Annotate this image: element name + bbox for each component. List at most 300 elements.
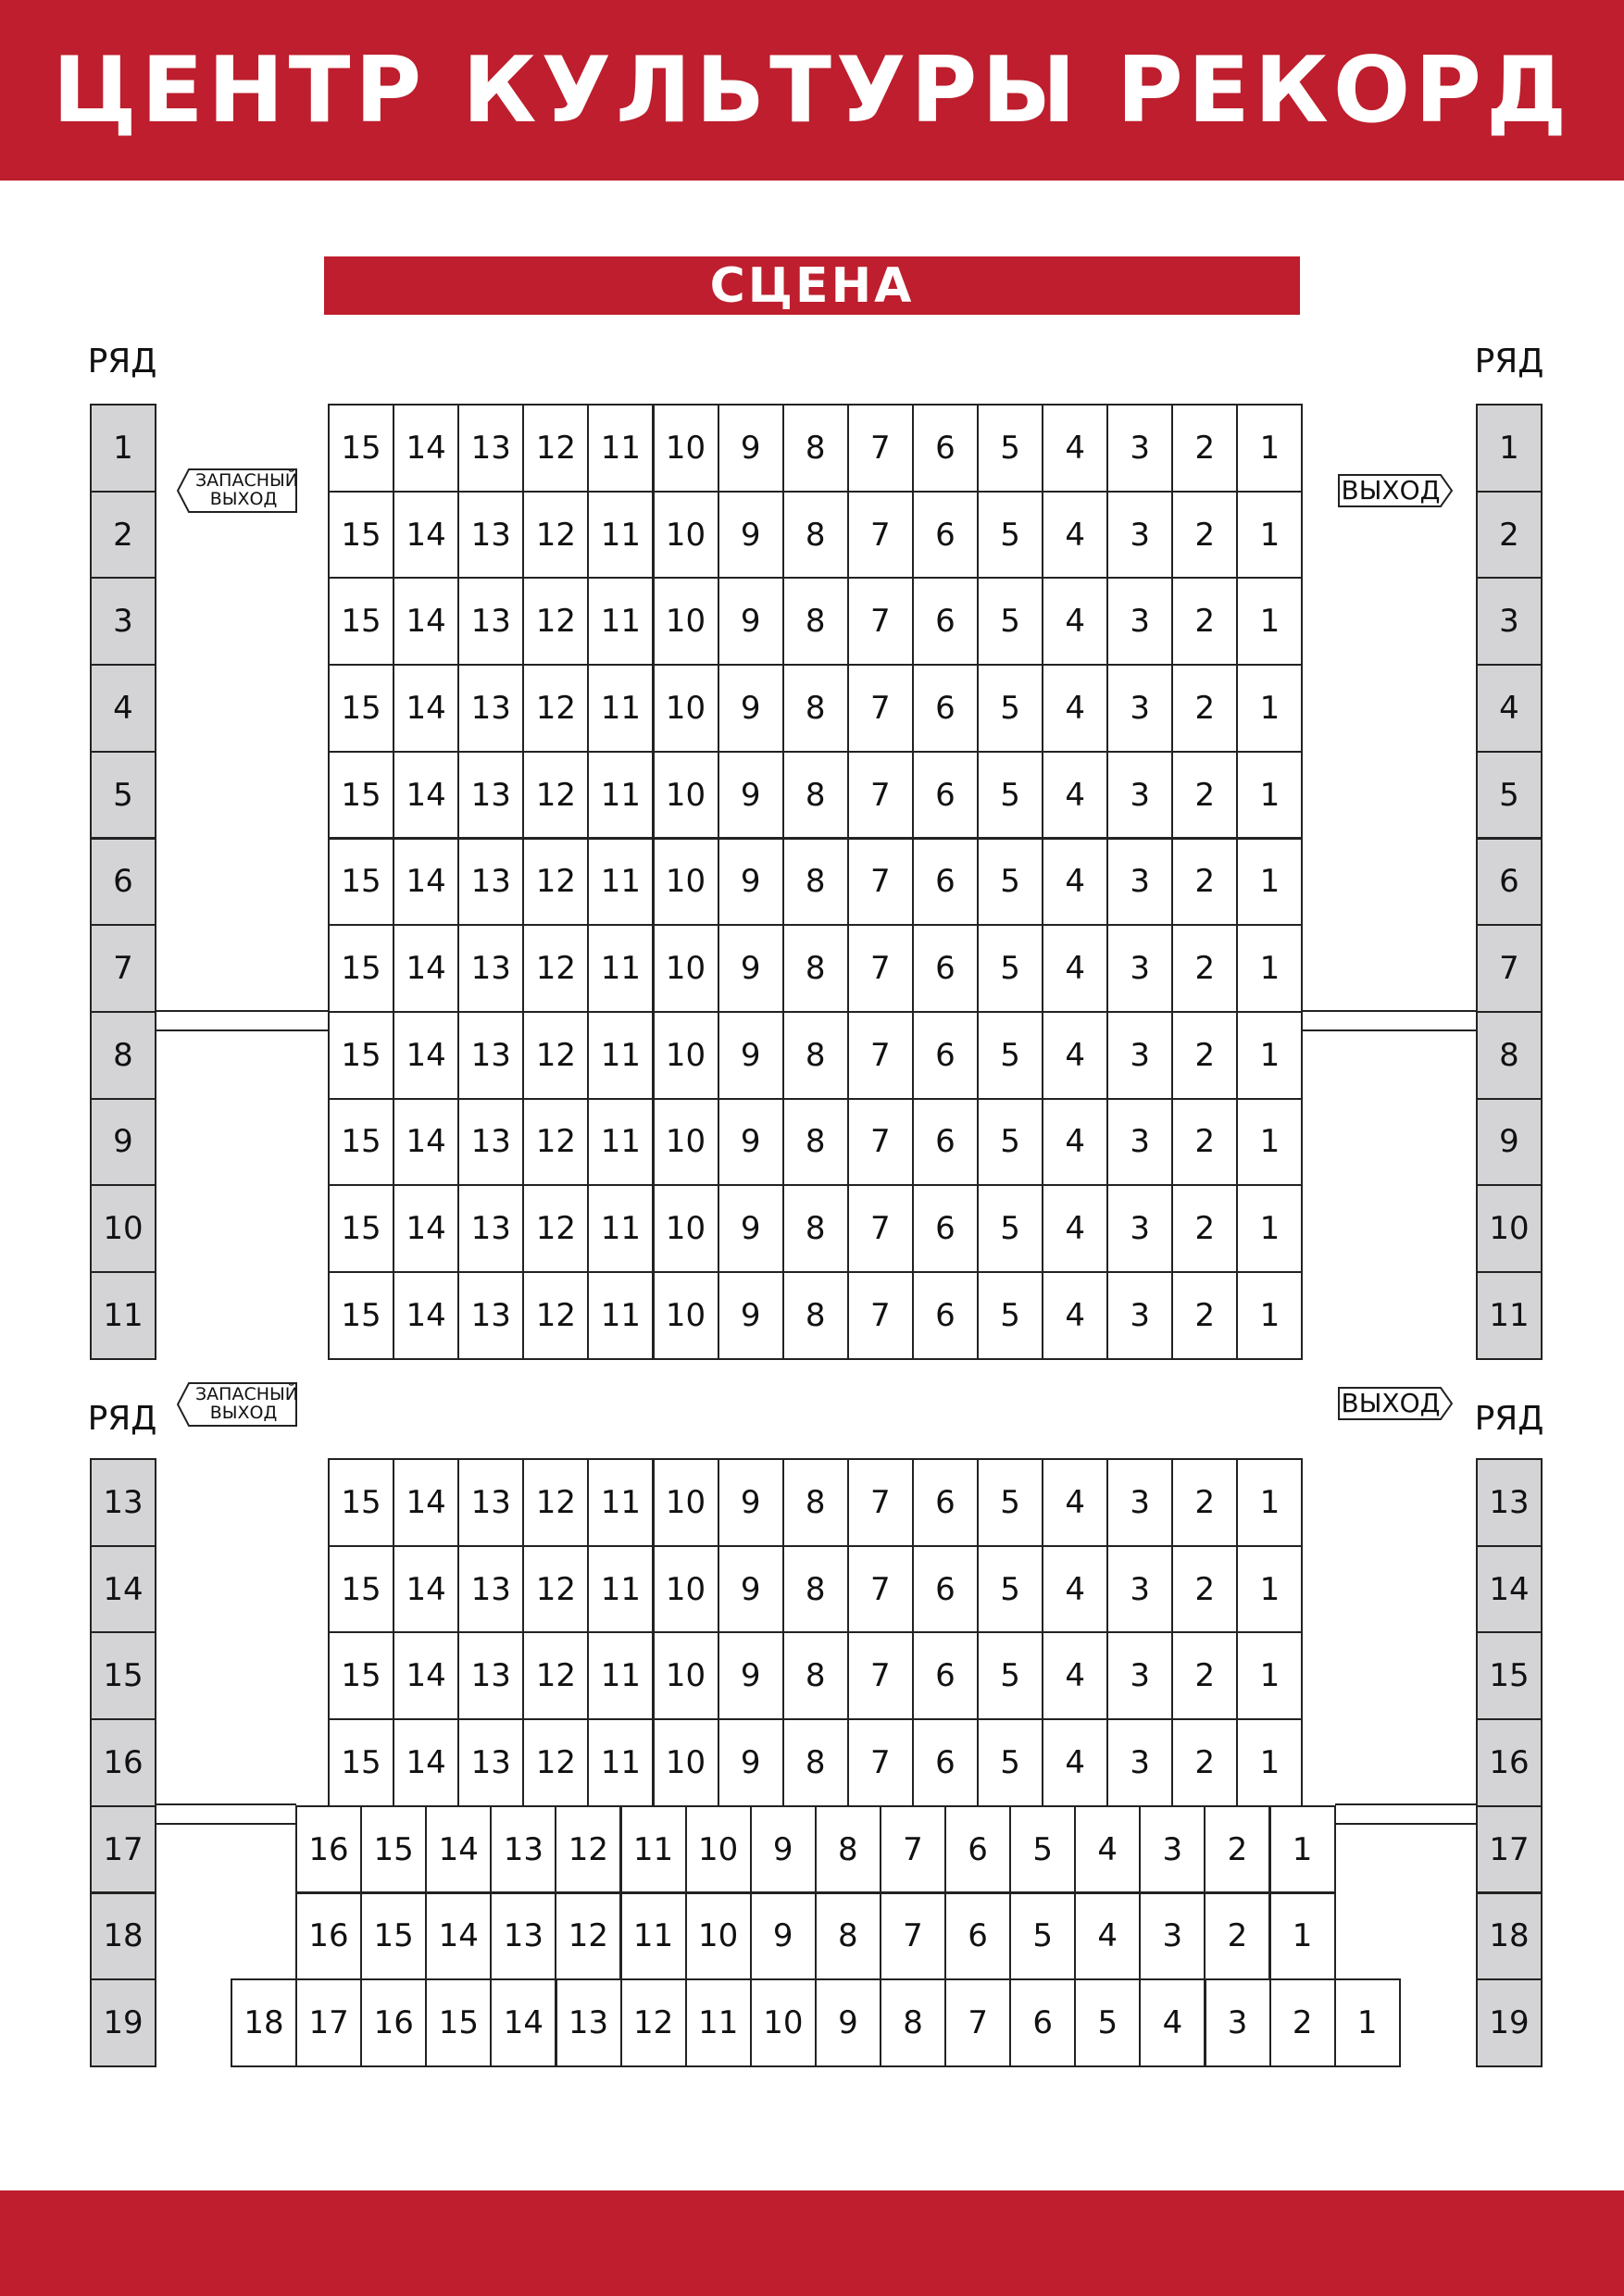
row-number-left: 13 [90, 1458, 156, 1547]
seat: 9 [718, 1718, 784, 1807]
seat: 11 [620, 1892, 687, 1981]
row-number-right: 18 [1476, 1892, 1543, 1981]
row-number-right: 16 [1476, 1718, 1543, 1807]
seat: 6 [912, 1011, 979, 1100]
seat: 6 [912, 838, 979, 927]
seat: 15 [328, 838, 394, 927]
seat: 2 [1204, 1892, 1270, 1981]
seat: 10 [685, 1892, 752, 1981]
seat: 14 [490, 1978, 556, 2067]
seat: 15 [328, 1631, 394, 1720]
seat: 1 [1236, 1545, 1303, 1634]
seat: 9 [718, 1011, 784, 1100]
row-header-left-bottom: РЯД [87, 1400, 157, 1438]
seat: 15 [328, 1011, 394, 1100]
seat: 12 [522, 924, 589, 1013]
row-number-right: 3 [1476, 577, 1543, 666]
seat: 7 [847, 924, 914, 1013]
row-number-left: 14 [90, 1545, 156, 1634]
aisle-right-bottom [1335, 1803, 1477, 1825]
row-number-left: 2 [90, 491, 156, 580]
seat: 6 [1009, 1978, 1076, 2067]
seat: 11 [587, 1271, 654, 1360]
seat: 11 [587, 1184, 654, 1273]
row-number-right: 11 [1476, 1271, 1543, 1360]
row-number-left: 8 [90, 1011, 156, 1100]
seat: 8 [782, 404, 849, 493]
seat: 10 [653, 491, 719, 580]
seat: 3 [1106, 404, 1173, 493]
seat: 15 [328, 664, 394, 753]
seat: 13 [457, 1011, 524, 1100]
seat: 6 [912, 1098, 979, 1187]
seat: 10 [653, 1184, 719, 1273]
seat: 8 [782, 1011, 849, 1100]
seat: 15 [328, 751, 394, 840]
seat: 1 [1236, 838, 1303, 927]
seat: 9 [718, 664, 784, 753]
seat: 15 [360, 1805, 427, 1894]
row-number-right: 2 [1476, 491, 1543, 580]
seat: 1 [1334, 1978, 1401, 2067]
seat: 4 [1139, 1978, 1206, 2067]
seat: 2 [1171, 404, 1238, 493]
row-number-right: 1 [1476, 404, 1543, 493]
seat: 12 [522, 491, 589, 580]
seat: 7 [944, 1978, 1011, 2067]
seat: 3 [1106, 924, 1173, 1013]
row-number-right: 7 [1476, 924, 1543, 1013]
seat: 1 [1236, 664, 1303, 753]
seat: 12 [522, 1184, 589, 1273]
seat: 9 [718, 404, 784, 493]
seat: 7 [880, 1892, 946, 1981]
seat: 9 [718, 1458, 784, 1547]
seat: 15 [328, 1184, 394, 1273]
seat: 15 [328, 1718, 394, 1807]
seat: 7 [847, 751, 914, 840]
seat: 10 [653, 1545, 719, 1634]
seat: 4 [1042, 838, 1108, 927]
row-number-right: 10 [1476, 1184, 1543, 1273]
seat: 3 [1106, 1098, 1173, 1187]
seat: 8 [815, 1892, 881, 1981]
seat: 6 [912, 1458, 979, 1547]
seat: 9 [718, 491, 784, 580]
seat: 12 [522, 751, 589, 840]
seat: 3 [1106, 664, 1173, 753]
seat: 4 [1074, 1892, 1141, 1981]
seat: 4 [1042, 1271, 1108, 1360]
seat: 7 [847, 1545, 914, 1634]
seat: 12 [522, 838, 589, 927]
seat: 3 [1106, 838, 1173, 927]
seat: 7 [847, 664, 914, 753]
seat: 6 [912, 1718, 979, 1807]
seat: 12 [555, 1805, 621, 1894]
seat: 8 [782, 1271, 849, 1360]
seat: 5 [977, 1718, 1043, 1807]
seat: 6 [912, 924, 979, 1013]
footer-bar [0, 2190, 1624, 2296]
row-number-right: 17 [1476, 1805, 1543, 1894]
seat: 5 [977, 1011, 1043, 1100]
row-number-right: 6 [1476, 838, 1543, 927]
seat: 10 [653, 1011, 719, 1100]
seat: 3 [1106, 1458, 1173, 1547]
seat: 5 [977, 1271, 1043, 1360]
seat: 6 [912, 1631, 979, 1720]
seat: 14 [393, 924, 459, 1013]
seat: 11 [587, 664, 654, 753]
seat: 1 [1236, 1271, 1303, 1360]
seat: 6 [912, 1271, 979, 1360]
seat: 6 [944, 1892, 1011, 1981]
aisle-left-bottom [156, 1803, 296, 1825]
seat: 1 [1236, 404, 1303, 493]
seat: 13 [457, 1631, 524, 1720]
seat: 10 [653, 1631, 719, 1720]
seat: 11 [587, 924, 654, 1013]
seat: 2 [1171, 1718, 1238, 1807]
seat: 5 [977, 1545, 1043, 1634]
seat: 1 [1236, 1718, 1303, 1807]
seat: 10 [653, 577, 719, 666]
seat: 14 [393, 491, 459, 580]
seat: 1 [1236, 1458, 1303, 1547]
seat: 1 [1236, 491, 1303, 580]
seat: 4 [1042, 1098, 1108, 1187]
row-number-left: 1 [90, 404, 156, 493]
seat: 12 [522, 664, 589, 753]
seat: 14 [393, 1011, 459, 1100]
seat: 3 [1106, 491, 1173, 580]
exit-sign-bottom [1337, 1386, 1454, 1421]
seat: 11 [587, 1098, 654, 1187]
seat: 2 [1171, 1011, 1238, 1100]
seat: 10 [653, 1718, 719, 1807]
seat: 4 [1042, 404, 1108, 493]
exit-label: ВЫХОД [1341, 1388, 1441, 1419]
seat: 6 [912, 664, 979, 753]
seat: 8 [782, 838, 849, 927]
seat: 14 [393, 838, 459, 927]
row-number-left: 9 [90, 1098, 156, 1187]
seat: 12 [522, 577, 589, 666]
seat: 2 [1269, 1978, 1336, 2067]
seat: 7 [847, 577, 914, 666]
row-number-left: 5 [90, 751, 156, 840]
seat: 9 [718, 1098, 784, 1187]
seat: 8 [880, 1978, 946, 2067]
seat: 4 [1042, 1011, 1108, 1100]
row-number-left: 18 [90, 1892, 156, 1981]
seat: 5 [1009, 1805, 1076, 1894]
seat: 13 [457, 924, 524, 1013]
seat: 2 [1171, 664, 1238, 753]
seat: 11 [587, 838, 654, 927]
seat: 15 [328, 924, 394, 1013]
seat: 6 [912, 491, 979, 580]
seat: 13 [490, 1805, 556, 1894]
seat: 3 [1106, 1011, 1173, 1100]
seat: 9 [750, 1805, 817, 1894]
seat: 5 [977, 1458, 1043, 1547]
row-header-right-bottom: РЯД [1474, 1400, 1544, 1438]
seat: 8 [782, 924, 849, 1013]
seat: 5 [1074, 1978, 1141, 2067]
seat: 4 [1042, 664, 1108, 753]
seat: 13 [457, 664, 524, 753]
seat: 6 [912, 577, 979, 666]
seat: 11 [587, 1458, 654, 1547]
seat: 13 [556, 1978, 622, 2067]
seat: 9 [718, 1271, 784, 1360]
row-number-left: 10 [90, 1184, 156, 1273]
seat: 15 [328, 1098, 394, 1187]
seat: 5 [977, 838, 1043, 927]
seat: 5 [977, 404, 1043, 493]
seat: 12 [522, 1631, 589, 1720]
seat: 10 [653, 404, 719, 493]
seat: 13 [457, 1545, 524, 1634]
seat: 4 [1042, 751, 1108, 840]
seat: 1 [1236, 1098, 1303, 1187]
seat: 16 [295, 1892, 362, 1981]
row-number-left: 16 [90, 1718, 156, 1807]
row-number-left: 17 [90, 1805, 156, 1894]
stage-label: СЦЕНА [324, 256, 1300, 315]
seat: 6 [912, 1184, 979, 1273]
seat: 5 [1009, 1892, 1076, 1981]
seat: 5 [977, 1098, 1043, 1187]
seat: 2 [1204, 1805, 1270, 1894]
seat: 3 [1106, 751, 1173, 840]
seat: 3 [1106, 1184, 1173, 1273]
seat: 7 [847, 1184, 914, 1273]
seat: 8 [782, 751, 849, 840]
row-number-right: 8 [1476, 1011, 1543, 1100]
seat: 11 [587, 1011, 654, 1100]
seat: 17 [295, 1978, 362, 2067]
seat: 14 [393, 1718, 459, 1807]
seat: 10 [653, 1098, 719, 1187]
seat: 1 [1236, 1011, 1303, 1100]
seat: 13 [457, 1718, 524, 1807]
seat: 8 [782, 1458, 849, 1547]
row-number-right: 5 [1476, 751, 1543, 840]
seat: 2 [1171, 1545, 1238, 1634]
seat: 12 [522, 1718, 589, 1807]
row-number-left: 4 [90, 664, 156, 753]
seat: 15 [328, 491, 394, 580]
seat: 8 [782, 491, 849, 580]
seat: 1 [1236, 1184, 1303, 1273]
seat: 6 [912, 404, 979, 493]
seat: 18 [231, 1978, 297, 2067]
seat: 15 [328, 1271, 394, 1360]
seat: 13 [457, 577, 524, 666]
seat: 8 [782, 1098, 849, 1187]
seat: 2 [1171, 1458, 1238, 1547]
seat: 13 [457, 1458, 524, 1547]
seat: 13 [457, 1184, 524, 1273]
seat: 11 [587, 404, 654, 493]
seat: 1 [1269, 1892, 1336, 1981]
seat: 9 [718, 1545, 784, 1634]
seat: 15 [360, 1892, 427, 1981]
page-title: ЦЕНТР КУЛЬТУРЫ РЕКОРД [0, 0, 1624, 181]
emergency-exit-sign-bottom [176, 1381, 298, 1428]
seat: 4 [1042, 1545, 1108, 1634]
seat: 9 [718, 838, 784, 927]
row-number-right: 19 [1476, 1978, 1543, 2067]
seat: 3 [1106, 1631, 1173, 1720]
seat: 10 [653, 838, 719, 927]
seat: 14 [393, 664, 459, 753]
seat: 5 [977, 751, 1043, 840]
seat: 8 [782, 577, 849, 666]
seat: 8 [782, 1184, 849, 1273]
seat: 3 [1106, 577, 1173, 666]
seat: 1 [1269, 1805, 1336, 1894]
seat: 3 [1106, 1545, 1173, 1634]
seat: 3 [1205, 1978, 1271, 2067]
seat: 2 [1171, 751, 1238, 840]
seat: 8 [782, 1718, 849, 1807]
row-number-left: 11 [90, 1271, 156, 1360]
seat: 12 [620, 1978, 687, 2067]
seat: 14 [393, 404, 459, 493]
seat: 12 [522, 1011, 589, 1100]
seat: 15 [328, 1545, 394, 1634]
seat: 7 [847, 491, 914, 580]
seat: 9 [750, 1892, 817, 1981]
exit-label: ВЫХОД [1341, 475, 1441, 506]
emergency-exit-sign-top [176, 468, 298, 514]
aisle-left-top [156, 1010, 328, 1031]
seat: 9 [718, 577, 784, 666]
seat: 5 [977, 664, 1043, 753]
seat: 14 [393, 1458, 459, 1547]
seat: 7 [847, 1718, 914, 1807]
seat: 11 [587, 1545, 654, 1634]
seat: 2 [1171, 924, 1238, 1013]
row-number-right: 9 [1476, 1098, 1543, 1187]
seat: 10 [653, 1458, 719, 1547]
seat: 15 [425, 1978, 492, 2067]
seat: 14 [393, 1545, 459, 1634]
seat: 13 [457, 404, 524, 493]
seat: 5 [977, 491, 1043, 580]
seat: 2 [1171, 1271, 1238, 1360]
seat: 16 [295, 1805, 362, 1894]
row-header-left-top: РЯД [87, 343, 157, 381]
row-number-right: 15 [1476, 1631, 1543, 1720]
seat: 5 [977, 924, 1043, 1013]
row-number-left: 6 [90, 838, 156, 927]
seat: 7 [847, 1098, 914, 1187]
aisle-right-top [1303, 1010, 1477, 1031]
seat: 2 [1171, 1184, 1238, 1273]
seat: 10 [653, 751, 719, 840]
seat: 5 [977, 1184, 1043, 1273]
seat: 1 [1236, 751, 1303, 840]
seat: 8 [782, 1631, 849, 1720]
seat: 15 [328, 577, 394, 666]
seat: 10 [653, 1271, 719, 1360]
seat: 16 [360, 1978, 427, 2067]
seat: 14 [393, 1271, 459, 1360]
seat: 11 [587, 491, 654, 580]
seat: 4 [1042, 1718, 1108, 1807]
seat: 9 [718, 751, 784, 840]
seat: 12 [522, 404, 589, 493]
emergency-exit-label: ЗАПАСНЫЙ ВЫХОД [195, 470, 298, 509]
seat: 13 [457, 1271, 524, 1360]
seat: 7 [847, 404, 914, 493]
seat: 15 [328, 1458, 394, 1547]
seat: 3 [1139, 1892, 1206, 1981]
seat: 4 [1042, 1631, 1108, 1720]
seat: 14 [425, 1805, 492, 1894]
seat: 9 [815, 1978, 881, 2067]
row-number-right: 14 [1476, 1545, 1543, 1634]
seat: 14 [393, 577, 459, 666]
row-number-right: 13 [1476, 1458, 1543, 1547]
seat: 8 [782, 1545, 849, 1634]
seat: 13 [457, 491, 524, 580]
seat: 14 [393, 1184, 459, 1273]
seat: 2 [1171, 577, 1238, 666]
seat: 13 [457, 751, 524, 840]
seat: 13 [457, 1098, 524, 1187]
seat: 6 [944, 1805, 1011, 1894]
seat: 11 [587, 577, 654, 666]
seat: 12 [522, 1271, 589, 1360]
seat: 1 [1236, 924, 1303, 1013]
seat: 6 [912, 751, 979, 840]
row-number-right: 4 [1476, 664, 1543, 753]
seat: 7 [880, 1805, 946, 1894]
seat: 7 [847, 838, 914, 927]
seat: 11 [587, 1718, 654, 1807]
seat: 9 [718, 1631, 784, 1720]
seat: 2 [1171, 1631, 1238, 1720]
seat: 7 [847, 1011, 914, 1100]
seat: 13 [457, 838, 524, 927]
seat: 2 [1171, 1098, 1238, 1187]
row-number-left: 3 [90, 577, 156, 666]
seat: 9 [718, 1184, 784, 1273]
seat: 10 [685, 1805, 752, 1894]
seat: 8 [782, 664, 849, 753]
seat: 11 [587, 751, 654, 840]
seat: 11 [620, 1805, 687, 1894]
seat: 4 [1042, 924, 1108, 1013]
seat: 4 [1042, 1184, 1108, 1273]
seat: 2 [1171, 491, 1238, 580]
seat: 12 [522, 1458, 589, 1547]
seat: 11 [685, 1978, 752, 2067]
seat: 15 [328, 404, 394, 493]
exit-sign-top [1337, 473, 1454, 508]
seat: 12 [522, 1098, 589, 1187]
seat: 3 [1139, 1805, 1206, 1894]
row-number-left: 15 [90, 1631, 156, 1720]
seat: 4 [1074, 1805, 1141, 1894]
row-number-left: 7 [90, 924, 156, 1013]
